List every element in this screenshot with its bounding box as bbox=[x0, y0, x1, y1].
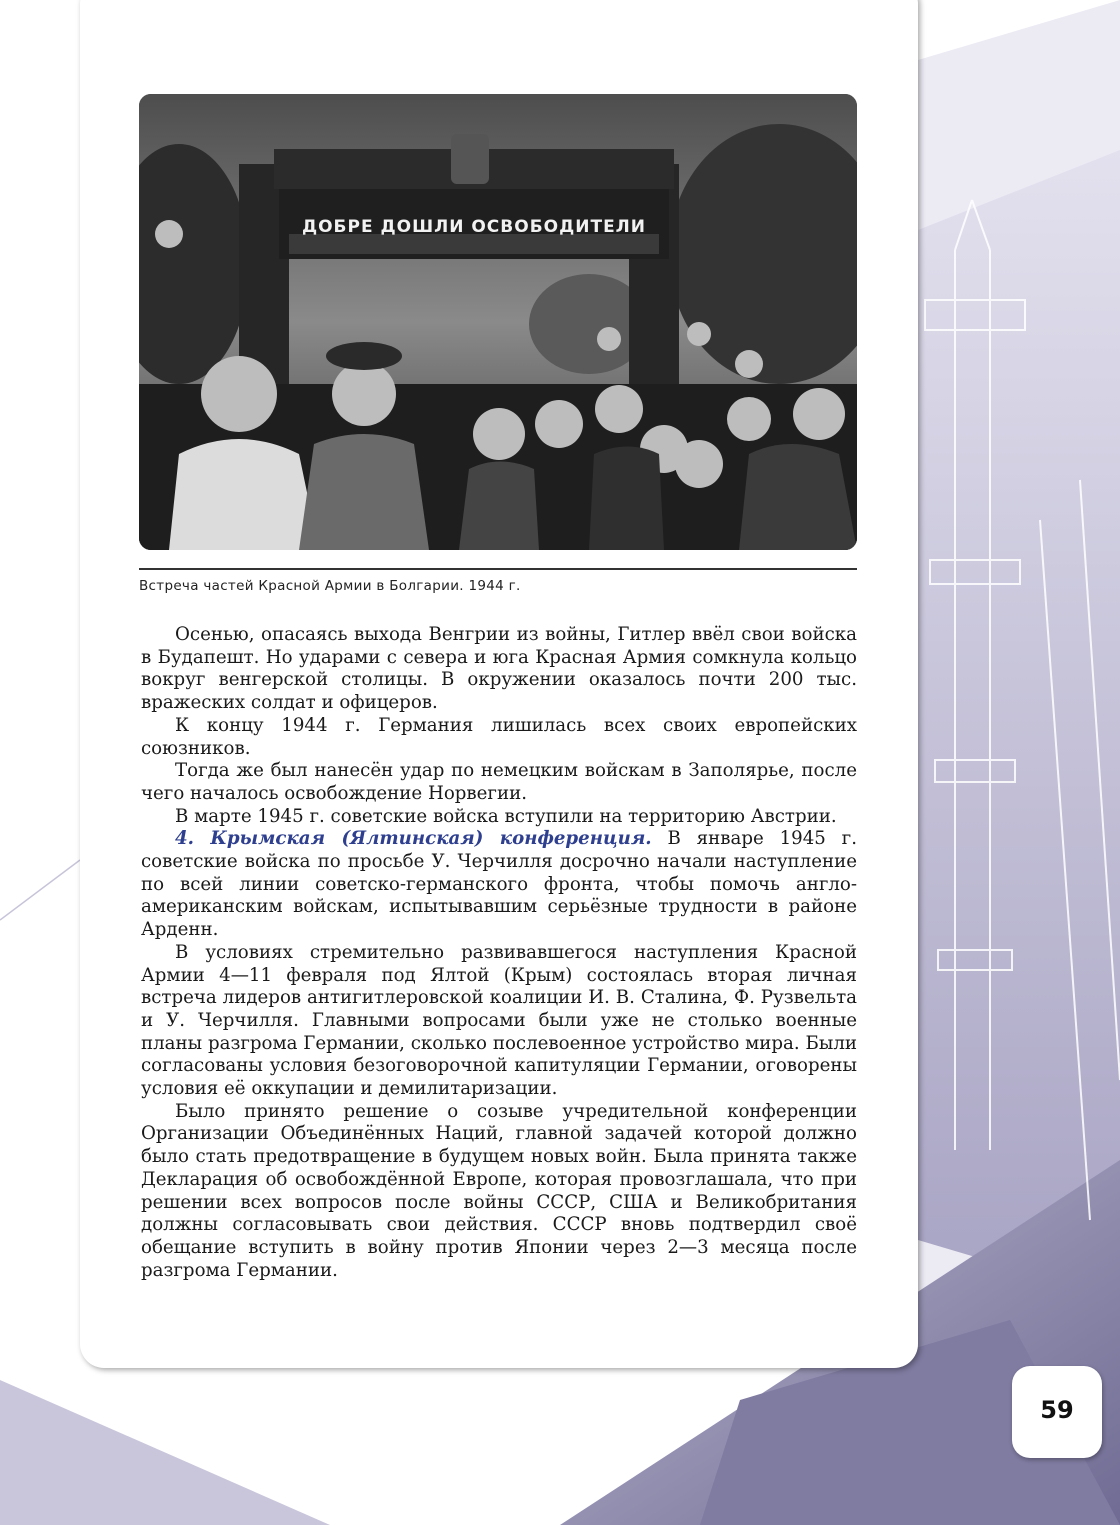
section-paragraph bbox=[141, 828, 857, 942]
paragraph: Тогда же был нанесён удар по немецким войскам в Заполярье, после чего началось освобождение Норвегии. bbox=[141, 760, 857, 804]
photo-caption: Встреча частей Красной Армии в Болгарии. 1944 г. bbox=[139, 578, 521, 594]
paragraph: Осенью, опасаясь выхода Венгрии из войны, Гитлер ввёл свои войска в Будапешт. Но ударами с севера и юга Красная Армия сомкнула кольцо вокруг венгерской столицы. В окружении оказалось почти 200 тыс. вражеских солдат и офицеров. bbox=[141, 624, 857, 714]
paragraph: В марте 1945 г. советские войска вступили на территорию Австрии. bbox=[175, 805, 837, 827]
section-heading: 4. Крымская (Ялтинская) конференция. bbox=[175, 828, 652, 850]
paragraph: К концу 1944 г. Германия лишилась всех своих европейских союзников. bbox=[141, 714, 857, 759]
page-number: 59 bbox=[1040, 1396, 1074, 1424]
caption-rule bbox=[139, 568, 857, 570]
arch-sign-text: ДОБРЕ ДОШЛИ ОСВОБОДИТЕЛИ bbox=[301, 217, 647, 237]
paragraph: Было принято решение о созыве учредительной конференции Организации Объединённых Наций, главной задачей которой должно было стать предотвращение в будущем новых войн. Была принята также Декларация об освобождённой Европе, которая провозглашала, что при решении всех вопросов после войны СССР, США и Великобритания должны согласовывать свои действия. СССР вновь подтвердил своё обещание вступить в войну против Японии через 2—3 месяца после разгрома Германии. bbox=[141, 1100, 857, 1281]
paragraph: В условиях стремительно развивавшегося наступления Красной Армии 4—11 февраля под Ялтой (Крым) состоялась вторая личная встреча лидеров антигитлеровской коалиции И. В. Сталина, Ф. Рузвельта и У. Черчилля. Главными вопросами были уже не столько военные планы разгрома Германии, сколько послевоенное устройство мира. Были согласованы условия безоговорочной капитуляции Германии, оговорены условия её оккупации и демилитаризации. bbox=[141, 941, 857, 1100]
page-number-tab bbox=[1012, 1366, 1102, 1458]
section-intro: В январе 1945 г. советские войска по просьбе У. Черчилля досрочно начали наступление по всей линии советско-германского фронта, чтобы помочь англо-американским войскам, испытывавшим серьёзные трудности в районе Арденн. bbox=[141, 828, 857, 941]
historical-photo bbox=[139, 94, 857, 550]
body-text bbox=[141, 624, 857, 1282]
